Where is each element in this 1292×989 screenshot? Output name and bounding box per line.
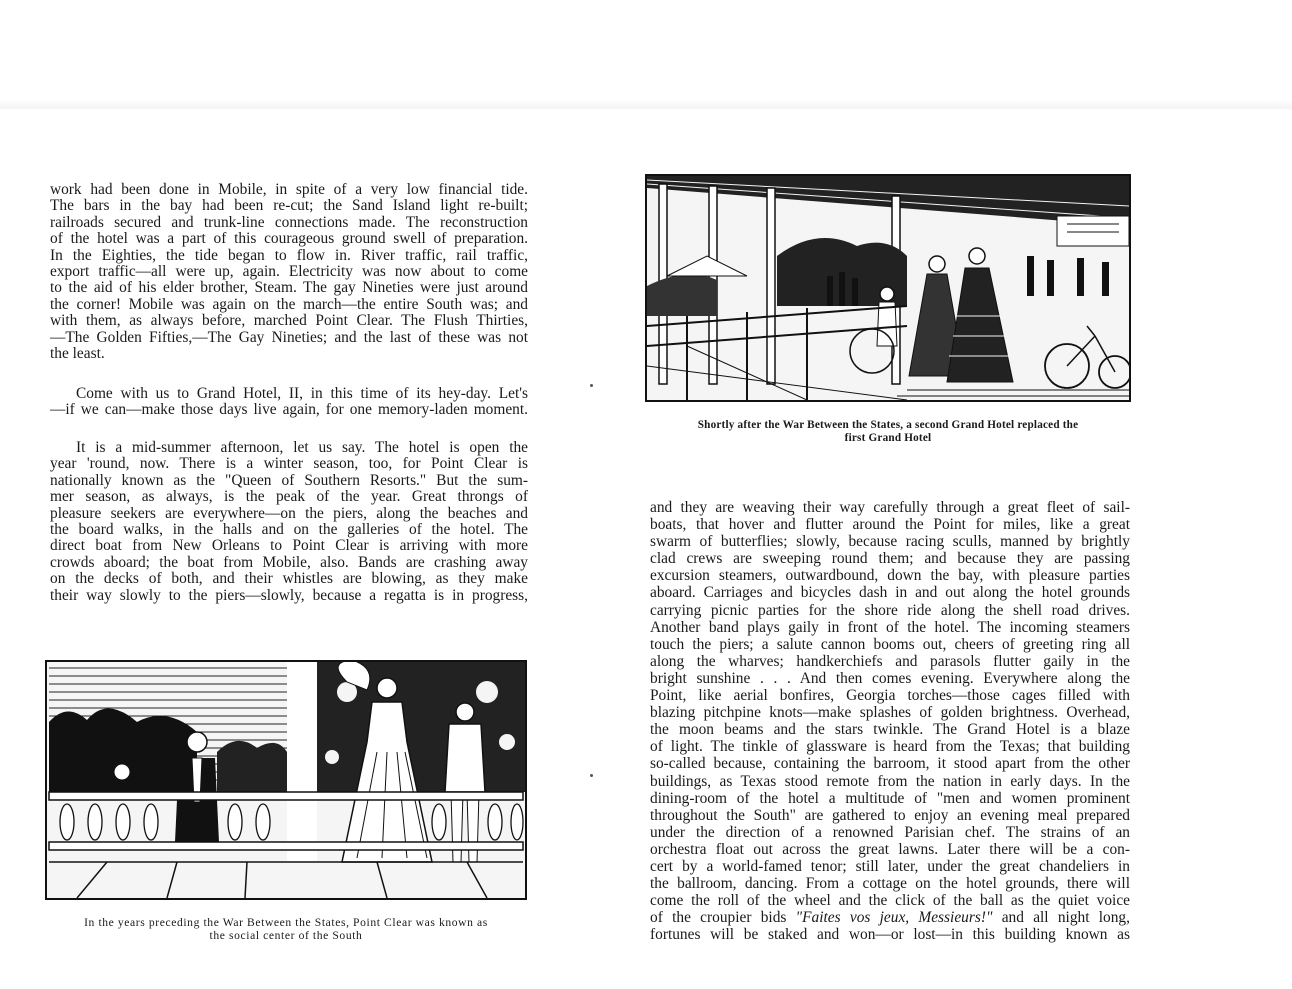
text-line: mer season, as always, is the peak of the year. Great throngs of <box>50 488 528 506</box>
text-line: of light. The tinkle of glassware is heard from the Texas; that building <box>650 738 1130 756</box>
text-line: pleasure seekers are everywhere—on the piers, along the beaches and <box>50 504 528 522</box>
text-line: boats, that hover and flutter around the Point for miles, like a great <box>650 516 1130 534</box>
text-line: —if we can—make those days live again, for one memory-laden moment. <box>50 401 528 419</box>
scan-background <box>0 0 1292 110</box>
text-line: the board walks, in the halls and on the galleries of the hotel. The <box>50 521 528 539</box>
text-line: excursion steamers, outwardbound, down the bay, with pleasure parties <box>650 567 1130 585</box>
text-line: buildings, as Texas stood remote from the nation in early days. In the <box>650 772 1130 790</box>
text-line: so-called because, containing the barroom, it stood apart from the other <box>650 755 1130 773</box>
scan-speck <box>590 774 593 777</box>
right-paragraph-1 <box>650 499 1130 943</box>
text-line: come the roll of the wheel and the click of the ball as the quiet voice <box>650 892 1130 910</box>
text-line: export traffic—all were up, again. Electricity was now about to come <box>50 263 528 281</box>
text-line: the ballroom, dancing. From a cottage on the hotel grounds, there will <box>650 875 1130 893</box>
text-line: year 'round, now. There is a winter season, too, for Point Clear is <box>50 455 528 473</box>
text-line: In the Eighties, the tide began to flow in. River traffic, rail traffic, <box>50 246 528 264</box>
text-line: blazing pitchpine knots—make splashes of golden brightness. Overhead, <box>650 704 1130 722</box>
text-line: bright sunshine . . . And then comes evening. Everywhere along the <box>650 669 1130 687</box>
left-paragraph-1 <box>50 182 528 362</box>
text-line: It is a mid-summer afternoon, let us say. The hotel is open the <box>76 439 528 456</box>
text-line: along the wharves; handkerchiefs and parasols flutter gaily in the <box>650 652 1130 670</box>
text-line: touch the piers; a salute cannon booms out, cheers of greeting ring all <box>650 635 1130 653</box>
text-line: throughout the South" are gathered to enjoy an evening meal prepared <box>650 806 1130 824</box>
grand-hotel-veranda-drawing <box>647 176 1129 400</box>
text-line-with-italic <box>650 909 1130 926</box>
left-paragraph-3 <box>50 440 528 604</box>
text-line: orchestra float out across the great lawns. Later there will be a con- <box>650 840 1130 858</box>
text-line: the least. <box>50 345 105 363</box>
caption-line: Shortly after the War Between the States, a second Grand Hotel replaced the <box>697 419 1079 431</box>
text-line: and they are weaving their way carefully through a great fleet of sail- <box>650 499 1130 516</box>
scan-speck <box>590 384 593 387</box>
text-line: Another band plays gaily in front of the hotel. The incoming steamers <box>650 618 1130 636</box>
text-line: swarm of butterflies; slowly, because racing sculls, manned by brightly <box>650 533 1130 551</box>
text-line: of the hotel was a part of this courageous ground swell of preparation. <box>50 230 528 248</box>
text-line: crowds aboard; the boat from Mobile, also. Bands are crashing away <box>50 553 528 571</box>
croupier-italic-phrase: "Faites vos jeux, Messieurs!" <box>795 909 993 927</box>
text-line: clad crews are sweeping round them; and because they are passing <box>650 550 1130 568</box>
text-line: the moon beams and the stars twinkle. The Grand Hotel is a blaze <box>650 721 1130 739</box>
text-line: the corner! Mobile was again on the march—the entire South was; and <box>50 295 528 313</box>
text-line: under the direction of a renowned Parisian chef. The strains of an <box>650 823 1130 841</box>
text-line: fortunes will be staked and won—or lost—in this building known as <box>650 926 1130 944</box>
text-line: nationally known as the "Queen of Southern Resorts." But the sum- <box>50 471 528 489</box>
text-line: on the decks of both, and their whistles are blowing, as they make <box>50 570 528 588</box>
ballroom-balcony-drawing <box>47 662 525 898</box>
text-line: Come with us to Grand Hotel, II, in this time of its hey-day. Let's <box>76 385 528 402</box>
right-illustration-caption <box>645 419 1131 445</box>
text-line: —The Golden Fifties,—The Gay Nineties; and the last of these was not <box>50 328 528 346</box>
text-fragment: of the croupier bids <box>650 909 787 927</box>
text-line: their way slowly to the piers—slowly, because a regatta is in progress, <box>50 586 528 604</box>
text-line: to the aid of his elder brother, Steam. The gay Nineties were just around <box>50 279 528 297</box>
grand-hotel-veranda-illustration <box>645 174 1131 402</box>
text-line: Point, like aerial bonfires, Georgia torches—those cages filled with <box>650 687 1130 705</box>
text-line: cert by a world-famed tenor; still later, under the great chandeliers in <box>650 857 1130 875</box>
text-line: carrying picnic parties for the shore ride along the shell road drives. <box>650 601 1130 619</box>
text-line: direct boat from New Orleans to Point Clear is arriving with more <box>50 537 528 555</box>
caption-line: In the years preceding the War Between the States, Point Clear was known as <box>84 916 488 929</box>
text-line: The bars in the bay had been re-cut; the Sand Island light re-built; <box>50 197 528 215</box>
text-line: work had been done in Mobile, in spite of a very low financial tide. <box>50 181 528 198</box>
text-fragment: and all night long, <box>1001 909 1130 927</box>
text-line: dining-room of the hotel a multitude of "men and women prominent <box>650 789 1130 807</box>
text-line: aboard. Carriages and bicycles dash in and out along the hotel grounds <box>650 584 1130 602</box>
left-paragraph-2 <box>50 386 528 419</box>
text-line: railroads secured and trunk-line connections made. The reconstruction <box>50 213 528 231</box>
text-line: with them, as always before, marched Point Clear. The Flush Thirties, <box>50 312 528 330</box>
ballroom-balcony-illustration <box>45 660 527 900</box>
caption-line: the social center of the South <box>209 929 363 942</box>
caption-line: first Grand Hotel <box>844 432 932 444</box>
left-illustration-caption <box>40 916 532 942</box>
